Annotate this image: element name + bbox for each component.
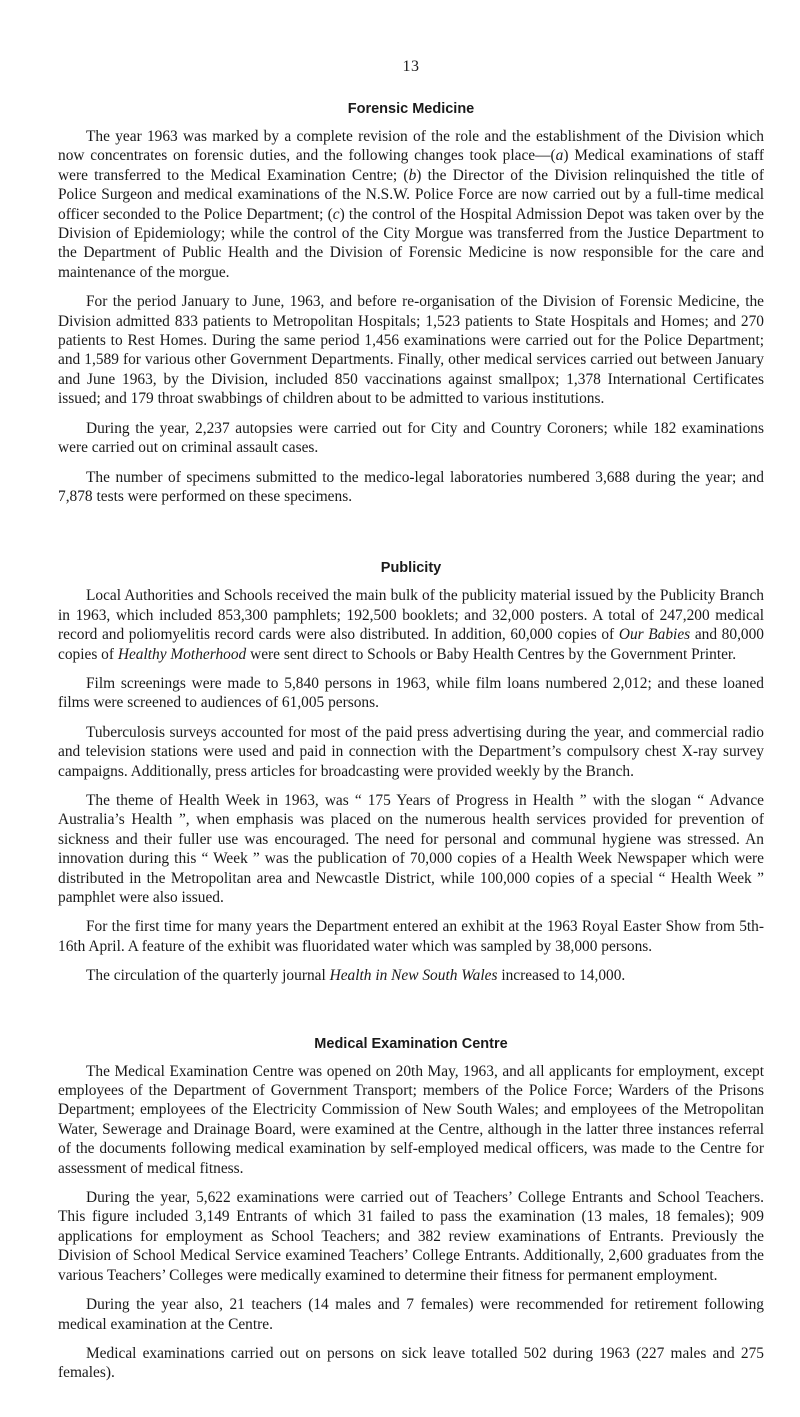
section-heading: Medical Examination Centre — [314, 1035, 508, 1052]
section-publicity — [58, 560, 764, 985]
paragraph: The circulation of the quarterly journal Health in New South Wales increased to 14,000. — [86, 967, 626, 985]
paragraph: For the first time for many years the Department entered an exhibit at the 1963 Royal Easter Show from 5th-16th April. A feature of the exhibit was fluoridated water which was sampled by 38,000 persons. — [58, 918, 764, 955]
page-number: 13 — [402, 58, 420, 75]
paragraph: During the year, 2,237 autopsies were carried out for City and Country Coroners; while 182 examinations were carried out on criminal assault cases. — [58, 419, 764, 457]
section-spacer — [58, 996, 764, 1036]
paragraph: Local Authorities and Schools received the main bulk of the publicity material issued by the Publicity Branch in 1963, which included 853,300 pamphlets; 192,500 booklets; and 32,000 posters. A total of 247,200 medical record and poliomyelitis record cards were also distributed. In addition, 60,000 copies of Our Babies and 80,000 copies of Healthy Motherhood were sent direct to Schools or Baby Health Centres by the Government Printer. — [58, 587, 765, 663]
paragraph: Tuberculosis surveys accounted for most of the paid press advertising during the year, and commercial radio and television stations were used and paid in connection with the Department’s compulsory chest X-ray survey campaigns. Additionally, press articles for broadcasting were provided weekly by the Branch. — [58, 723, 764, 780]
section-heading: Publicity — [380, 560, 442, 577]
section-spacer — [58, 516, 764, 560]
paragraph: The year 1963 was marked by a complete revision of the role and the establishment of the Division which now concentrates on forensic duties, and the following changes took place—(a) Medical examinations of staff were transferred to the Medical Examination Centre; (b) the Director of the Division relinquished the title of Police Surgeon and medical examinations of the N.S.W. Police Force are now carried out by a full-time medical officer seconded to the Police Department; (c) the control of the Hospital Admission Depot was taken over by the Division of Epidemiology; while the control of the City Morgue was transferred from the Justice Department to the Department of Public Health and the Division of Forensic Medicine is now responsible for the care and maintenance of the morgue. — [58, 128, 764, 281]
section-medical-examination-centre — [58, 1036, 764, 1383]
paragraph: The number of specimens submitted to the medico-legal laboratories numbered 3,688 during the year; and 7,878 tests were performed on these specimens. — [58, 468, 764, 505]
paragraph: The theme of Health Week in 1963, was “ 175 Years of Progress in Health ” with the slogan “ Advance Australia’s Health ”, when emphasis was placed on the numerous health services provided for prevention of sickness and their fuller use was encouraged. The need for personal and communal hygiene was stressed. An innovation during this “ Week ” was the publication of 70,000 copies of a Health Week Newspaper which were distributed in the Metropolitan area and Newcastle District, while 100,000 copies of a special “ Health Week ” pamphlet were also issued. — [58, 791, 764, 906]
paragraph: Medical examinations carried out on persons on sick leave totalled 502 during 1963 (227 males and 275 females). — [58, 1344, 764, 1382]
section-heading: Forensic Medicine — [347, 101, 475, 117]
paragraph: During the year also, 21 teachers (14 males and 7 females) were recommended for retirement following medical examination at the Centre. — [58, 1296, 764, 1333]
paragraph: Film screenings were made to 5,840 persons in 1963, while film loans numbered 2,012; and these loaned films were screened to audiences of 61,005 persons. — [58, 674, 764, 712]
section-forensic-medicine — [58, 101, 764, 506]
paragraph: During the year, 5,622 examinations were carried out of Teachers’ College Entrants and School Teachers. This figure included 3,149 Entrants of which 31 failed to pass the examination (13 males, 18 females); 909 applications for employment as School Teachers; and 382 review examinations of Entrants. Previously the Division of School Medical Service examined Teachers’ College Entrants. Additionally, 2,600 graduates from the various Teachers’ Colleges were medically examined to determine their fitness for permanent employment. — [58, 1189, 764, 1284]
paragraph: The Medical Examination Centre was opened on 20th May, 1963, and all applicants for employment, except employees of the Department of Government Transport; members of the Police Force; Warders of the Prisons Department; employees of the Electricity Commission of New South Wales; and employees of the Metropolitan Water, Sewerage and Drainage Board, were examined at the Centre, although in the latter three instances referral of the documents following medical examination by self-employed medical officers, was made to the Centre for assessment of medical fitness. — [58, 1062, 764, 1177]
document-page — [58, 58, 764, 1393]
paragraph: For the period January to June, 1963, and before re-organisation of the Division of Forensic Medicine, the Division admitted 833 patients to Metropolitan Hospitals; 1,523 patients to State Hospitals and Homes; and 270 patients to Rest Homes. During the same period 1,456 examinations were carried out for the Police Department; and 1,589 for various other Government Departments. Finally, other medical services carried out between January and June 1963, by the Division, included 850 vaccinations against smallpox; 1,378 International Certificates issued; and 179 throat swabbings of children about to be admitted to various institutions. — [58, 293, 764, 408]
